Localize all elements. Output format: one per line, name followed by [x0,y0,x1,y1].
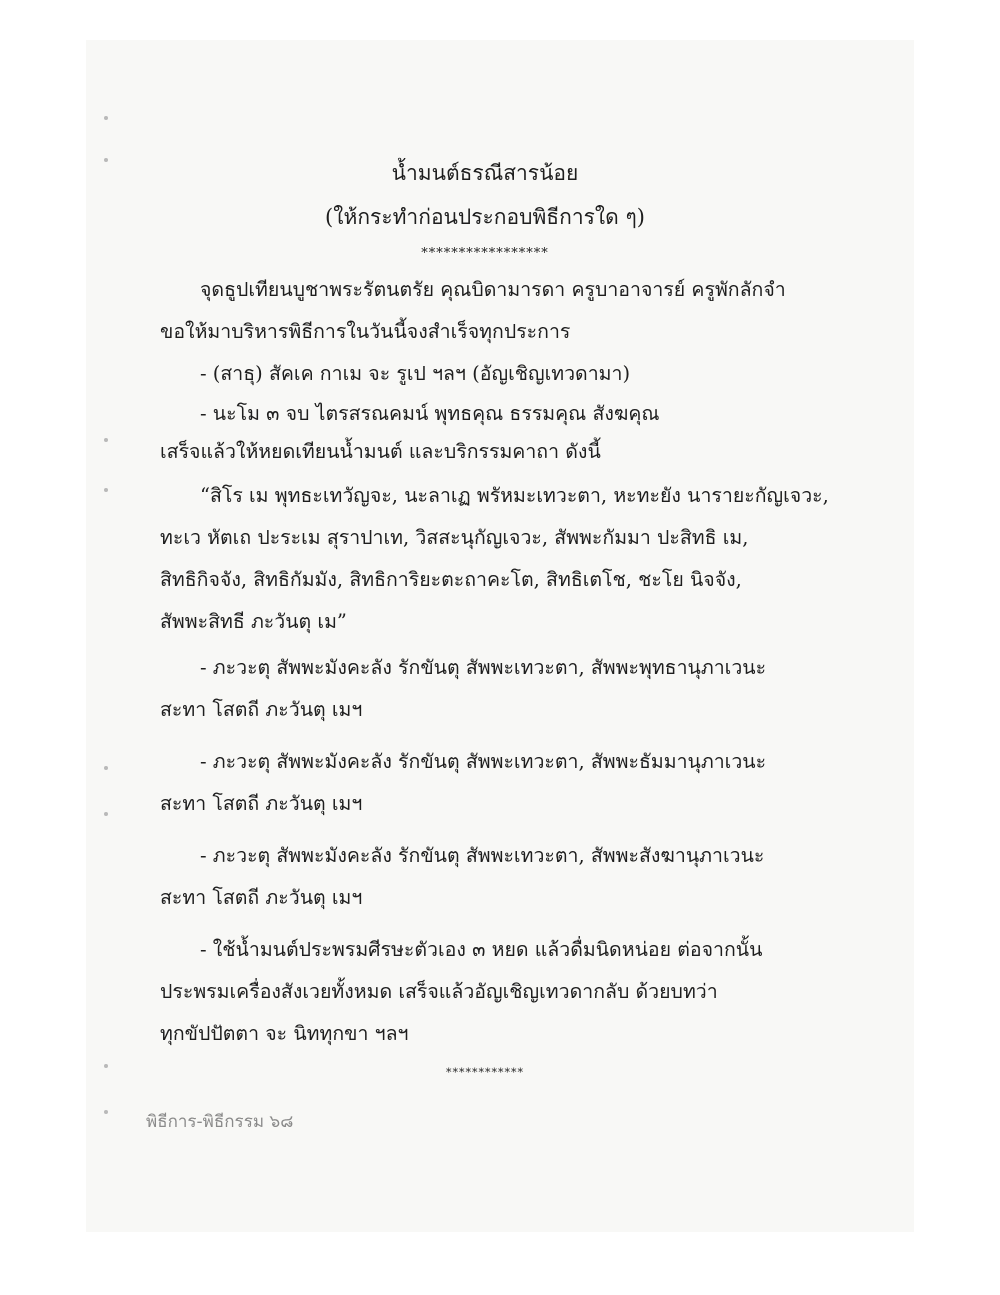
blessing-line: - ภะวะตุ สัพพะมังคะลัง รักขันตุ สัพพะเทวะตา, สัพพะสังฆานุภาเวนะ [200,844,765,867]
separator-stars: ***************** [421,246,549,261]
scan-mark [104,812,108,816]
scan-mark [104,766,108,770]
document-body [160,160,829,1080]
verse-line: สัพพะสิทธี ภะวันตุ เม” [160,610,347,633]
blessing-line: - ภะวะตุ สัพพะมังคะลัง รักขันตุ สัพพะเทวะตา, สัพพะพุทธานุภาเวนะ [200,656,767,679]
blessing-line: - ภะวะตุ สัพพะมังคะลัง รักขันตุ สัพพะเทวะตา, สัพพะธัมมานุภาเวนะ [200,750,767,773]
intro-line: ขอให้มาบริหารพิธีการในวันนี้จงสำเร็จทุกประการ [160,320,571,343]
blessing-line: สะทา โสตถี ภะวันตุ เมฯ [160,886,363,909]
scan-mark [104,158,108,162]
intro-line: จุดธูปเทียนบูชาพระรัตนตรัย คุณบิดามารดา ครูบาอาจารย์ ครูพักลักจำ [200,278,786,301]
scan-mark [104,1110,108,1114]
scan-mark [104,488,108,492]
blessing-line: สะทา โสตถี ภะวันตุ เมฯ [160,792,363,815]
document-subtitle: (ให้กระทำก่อนประกอบพิธีการใด ๆ) [325,205,645,229]
list-item-continuation: เสร็จแล้วให้หยดเทียนน้ำมนต์ และบริกรรมคาถา ดังนี้ [160,440,601,463]
verse-line: สิทธิกิจจัง, สิทธิกัมมัง, สิทธิการิยะตะถาคะโต, สิทธิเตโช, ชะโย นิจจัง, [160,568,742,591]
list-item: - (สาธุ) สัคเค กาเม จะ รูเป ฯลฯ (อัญเชิญเทวดามา) [200,362,631,385]
scan-mark [104,116,108,120]
page-footer: พิธีการ-พิธีกรรม ๖๘ [146,1112,294,1132]
list-item: - นะโม ๓ จบ ไตรสรณคมน์ พุทธคุณ ธรรมคุณ สังฆคุณ [200,402,660,425]
document-title: น้ำมนต์ธรณีสารน้อย [391,161,579,185]
final-instruction-line: - ใช้น้ำมนต์ประพรมศีรษะตัวเอง ๓ หยด แล้วดื่มนิดหน่อย ต่อจากนั้น [200,938,763,961]
separator-stars: ************ [446,1066,524,1079]
blessing-line: สะทา โสตถี ภะวันตุ เมฯ [160,698,363,721]
final-instruction-line: ทุกขัปปัตตา จะ นิททุกขา ฯลฯ [160,1022,409,1045]
scan-mark [104,438,108,442]
scan-mark [104,1064,108,1068]
verse-line: ทะเว หัตเถ ปะระเม สุราปาเท, วิสสะนุกัญเจวะ, สัพพะกัมมา ปะสิทธิ เม, [160,526,749,549]
final-instruction-line: ประพรมเครื่องสังเวยทั้งหมด เสร็จแล้วอัญเชิญเทวดากลับ ด้วยบทว่า [160,980,718,1003]
verse-line: “สิโร เม พุทธะเทวัญจะ, นะลาเฏ พรัหมะเทวะตา, หะทะยัง นารายะกัญเจวะ, [200,484,829,507]
